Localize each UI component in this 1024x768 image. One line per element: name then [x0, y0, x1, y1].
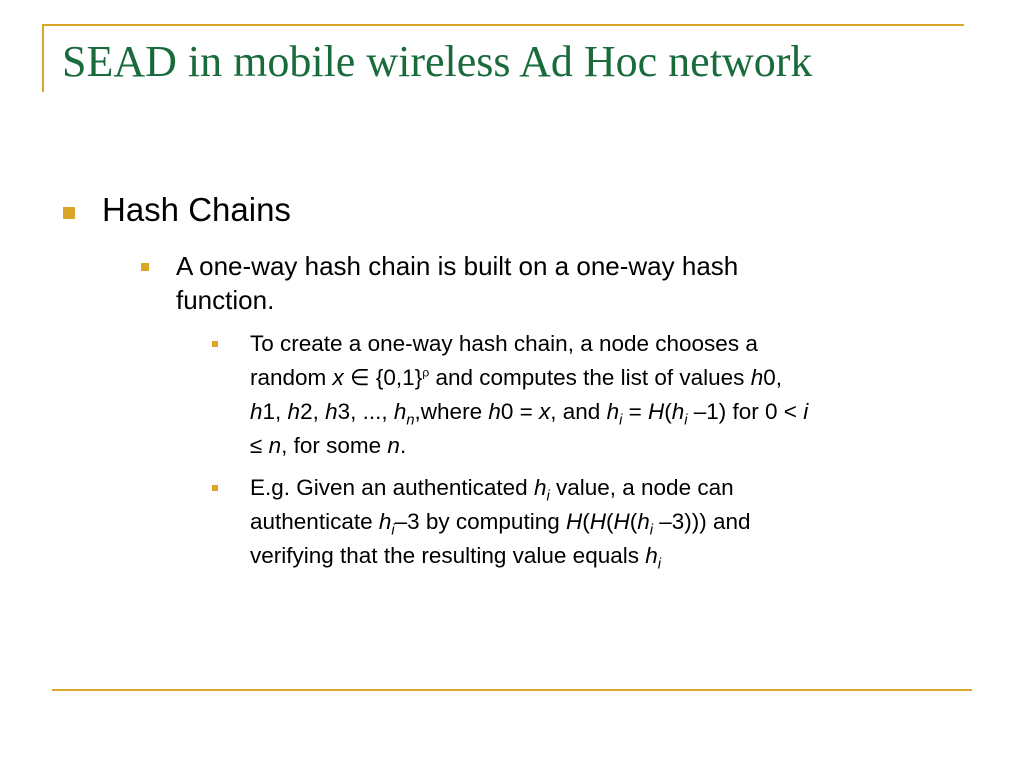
level1-bullet	[63, 207, 75, 219]
level1-text: Hash Chains	[102, 191, 291, 228]
level3b-line-2: authenticate $h_i-3$ by computing $H(H(H(h_i$ –3))) and	[250, 509, 751, 539]
level2-line-1: A one-way hash chain is built on a one-way hash	[176, 251, 739, 281]
top-rule	[42, 24, 964, 26]
level3a-line-1: To create a one-way hash chain, a node chooses a	[250, 331, 758, 356]
level2-line-2: function.	[176, 285, 275, 315]
level3-text-a	[250, 327, 970, 463]
level3-text-b	[250, 471, 970, 573]
bottom-rule	[52, 689, 972, 691]
level3b-line-1: E.g. Given an authenticated $h_i$ value, a node can	[250, 475, 734, 505]
level3-bullet-b	[212, 485, 218, 491]
level3a-line-2: random x ∈ $\{0,1\}^\rho$ and computes the list of values h0,	[250, 365, 782, 390]
level2-bullet	[141, 263, 149, 271]
level3a-line-4: ≤ n, for some n.	[250, 433, 407, 458]
left-rule	[42, 24, 44, 92]
level3a-line-3: h1, h2, h3, ..., $h_n,where$ h0 = x, and $h_i = H(h_i$ –1) for 0 < i	[250, 399, 809, 429]
slide-title: SEAD in mobile wireless Ad Hoc network	[62, 37, 813, 86]
level3b-line-3: verifying that the resulting value equals $h_i$	[250, 543, 661, 573]
level2-text	[176, 249, 916, 317]
level3-bullet-a	[212, 341, 218, 347]
